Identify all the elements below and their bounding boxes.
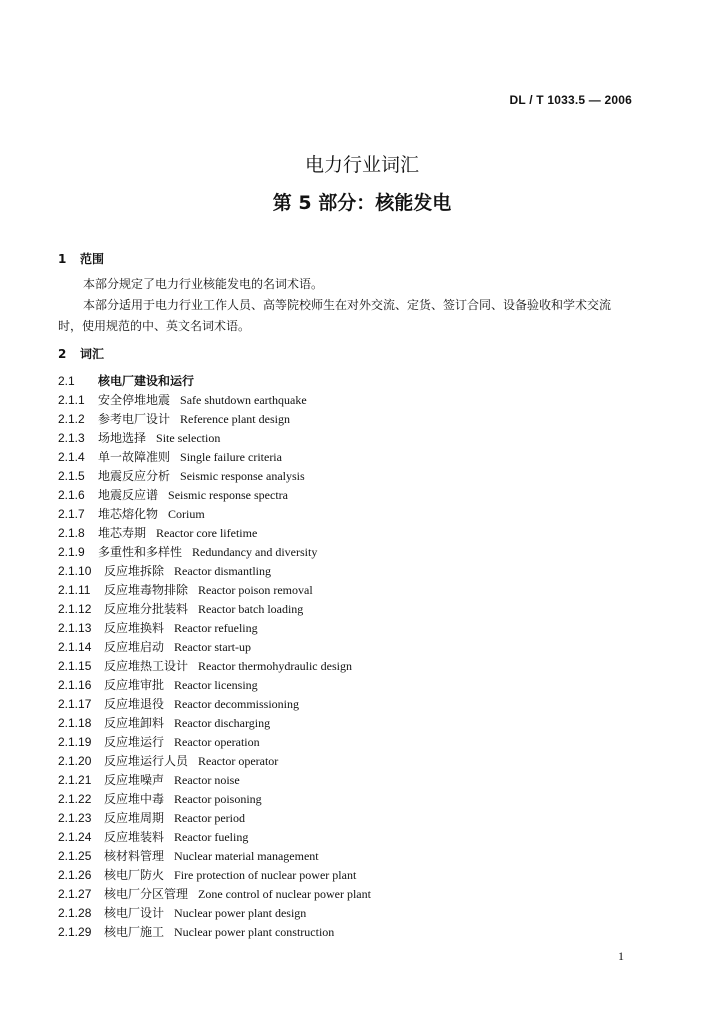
entry-term-english: Reactor poison removal [198,583,313,597]
vocabulary-entry [58,676,658,695]
entry-term-english: Reactor batch loading [198,602,304,616]
entry-term-chinese: 反应堆毒物排除 [104,583,189,597]
entry-number: 2.1.25 [58,849,92,863]
entry-term-english: Redundancy and diversity [192,545,318,559]
entry-term-english: Zone control of nuclear power plant [198,887,371,901]
entry-term-english: Safe shutdown earthquake [180,393,307,407]
section-number: 2 [58,347,67,361]
entry-number: 2.1.3 [58,431,85,445]
vocabulary-entry [58,714,658,733]
entry-number: 2.1.15 [58,659,92,673]
entry-number: 2.1.14 [58,640,92,654]
entry-term-english: Reactor discharging [174,716,271,730]
vocabulary-entry [58,410,658,429]
vocabulary-entry [58,429,658,448]
entry-term-chinese: 反应堆拆除 [104,564,165,578]
vocabulary-entry [58,505,658,524]
entry-number: 2.1.9 [58,545,85,559]
entry-term-english: Reactor period [174,811,245,825]
entry-term-english: Reactor start-up [174,640,251,654]
entry-number: 2.1.16 [58,678,92,692]
section-title: 词汇 [80,347,105,361]
vocabulary-entry [58,752,658,771]
entry-number: 2.1.12 [58,602,92,616]
document-subtitle: 第 5 部分：核能发电 [272,192,452,214]
entry-term-english: Single failure criteria [180,450,282,464]
entry-term-english: Reference plant design [180,412,290,426]
vocabulary-entry [58,391,658,410]
vocabulary-entry [58,771,658,790]
entry-number: 2.1.17 [58,697,92,711]
entry-number: 2.1.4 [58,450,85,464]
scope-paragraph-2: 本部分适用于电力行业工作人员、高等院校师生在对外交流、定货、签订合同、设备验收和学术交流时，使用规范的中、英文名词术语。 [58,298,612,333]
entry-term-english: Reactor fueling [174,830,249,844]
entry-term-english: Nuclear power plant construction [174,925,335,939]
vocabulary-entry [58,638,658,657]
entry-number: 2.1.19 [58,735,92,749]
vocabulary-entry [58,448,658,467]
entry-term-english: Fire protection of nuclear power plant [174,868,357,882]
entry-number: 2.1.8 [58,526,85,540]
entry-term-chinese: 核电厂防火 [104,868,165,882]
vocabulary-entry [58,923,658,942]
entry-number: 2.1.1 [58,393,85,407]
entry-term-chinese: 反应堆换料 [104,621,165,635]
vocabulary-entry [58,486,658,505]
vocabulary-entry [58,581,658,600]
entry-number: 2.1.29 [58,925,92,939]
entry-term-chinese: 参考电厂设计 [98,412,171,426]
entry-term-chinese: 核材料管理 [104,849,165,863]
entry-number: 2.1.27 [58,887,92,901]
entry-number: 2.1.5 [58,469,85,483]
entry-term-chinese: 反应堆退役 [104,697,165,711]
entry-term-english: Reactor thermohydraulic design [198,659,352,673]
vocabulary-entry [58,657,658,676]
entry-term-english: Reactor dismantling [174,564,271,578]
vocabulary-entry [58,885,658,904]
entry-term-chinese: 反应堆运行人员 [104,754,189,768]
standard-code: DL / T 1033.5 — 2006 [509,93,632,107]
entry-term-chinese: 反应堆周期 [104,811,165,825]
entry-term-english: Reactor licensing [174,678,258,692]
entry-term-english: Reactor operation [174,735,260,749]
document-title: 电力行业词汇 [304,154,419,176]
entry-term-chinese: 场地选择 [98,431,147,445]
vocabulary-list [58,372,658,942]
entry-term-english: Seismic response spectra [168,488,288,502]
vocabulary-entry [58,695,658,714]
entry-term-chinese: 反应堆分批装料 [104,602,189,616]
vocabulary-entry [58,543,658,562]
entry-term-english: Corium [168,507,205,521]
vocabulary-entry [58,828,658,847]
entry-term-chinese: 堆芯寿期 [98,526,147,540]
entry-term-chinese: 反应堆噪声 [104,773,165,787]
entry-term-english: Seismic response analysis [180,469,305,483]
vocabulary-entry [58,809,658,828]
subsection-heading [58,372,658,391]
entry-term-chinese: 单一故障准则 [98,450,171,464]
entry-term-chinese: 反应堆中毒 [104,792,165,806]
entry-number: 2.1.23 [58,811,92,825]
entry-term-english: Nuclear material management [174,849,319,863]
vocabulary-entry [58,790,658,809]
entry-number: 2.1.24 [58,830,92,844]
entry-number: 2.1.11 [58,583,91,597]
entry-term-chinese: 核电厂施工 [104,925,165,939]
entry-number: 2.1.20 [58,754,92,768]
entry-term-english: Reactor core lifetime [156,526,258,540]
section-1-heading [58,250,104,267]
scope-paragraph-1: 本部分规定了电力行业核能发电的名词术语。 [83,277,324,291]
vocabulary-entry [58,524,658,543]
vocabulary-entry [58,847,658,866]
vocabulary-entry [58,619,658,638]
section-2-heading [58,345,104,362]
entry-term-english: Reactor refueling [174,621,258,635]
entry-term-english: Reactor poisoning [174,792,262,806]
entry-term-chinese: 核电厂建设和运行 [98,374,195,388]
entry-number: 2.1.7 [58,507,85,521]
entry-term-chinese: 反应堆审批 [104,678,165,692]
vocabulary-entry [58,733,658,752]
section-title: 范围 [80,252,105,266]
entry-number: 2.1.10 [58,564,92,578]
entry-number: 2.1.18 [58,716,92,730]
entry-number: 2.1.28 [58,906,92,920]
entry-term-chinese: 反应堆热工设计 [104,659,189,673]
entry-term-english: Reactor noise [174,773,240,787]
entry-term-english: Reactor operator [198,754,279,768]
entry-term-chinese: 反应堆装料 [104,830,165,844]
entry-term-chinese: 多重性和多样性 [98,545,183,559]
entry-term-chinese: 反应堆运行 [104,735,165,749]
entry-number: 2.1.21 [58,773,92,787]
entry-term-english: Reactor decommissioning [174,697,299,711]
section-number: 1 [58,252,67,266]
entry-term-chinese: 地震反应谱 [98,488,159,502]
entry-term-chinese: 反应堆启动 [104,640,165,654]
entry-term-chinese: 反应堆卸料 [104,716,165,730]
entry-term-chinese: 地震反应分析 [98,469,171,483]
entry-term-chinese: 堆芯熔化物 [98,507,159,521]
entry-number: 2.1.6 [58,488,85,502]
entry-term-english: Site selection [156,431,221,445]
entry-number: 2.1 [58,374,75,388]
entry-term-chinese: 安全停堆地震 [98,393,171,407]
entry-term-chinese: 核电厂分区管理 [104,887,189,901]
entry-number: 2.1.13 [58,621,92,635]
entry-number: 2.1.22 [58,792,92,806]
vocabulary-entry [58,904,658,923]
entry-term-chinese: 核电厂设计 [104,906,165,920]
vocabulary-entry [58,467,658,486]
entry-number: 2.1.26 [58,868,92,882]
vocabulary-entry [58,562,658,581]
page-number: 1 [618,949,624,963]
vocabulary-entry [58,600,658,619]
entry-number: 2.1.2 [58,412,85,426]
entry-term-english: Nuclear power plant design [174,906,307,920]
vocabulary-entry [58,866,658,885]
